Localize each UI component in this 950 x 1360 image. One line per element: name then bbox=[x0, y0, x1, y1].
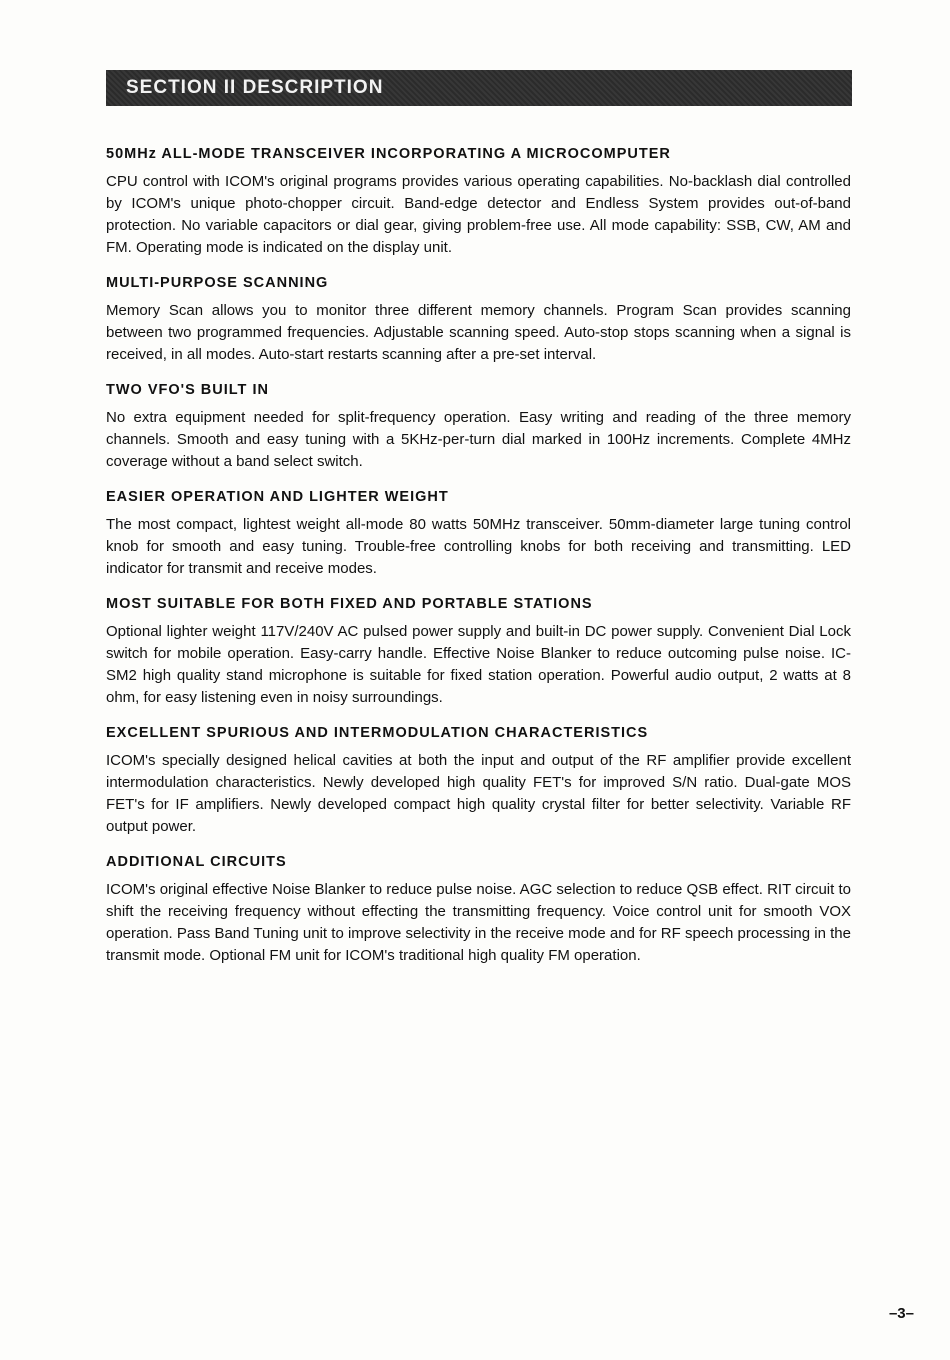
description-content bbox=[106, 144, 851, 981]
feature-body: CPU control with ICOM's original programs provides various operating capabilities. No-backlash dial controlled by ICOM's unique photo-chopper circuit. Band-edge detector and Endless System provides out-of-band protection. No variable capacitors or dial gear, giving problem-free use. All mode capability: SSB, CW, AM and FM. Operating mode is indicated on the display unit. bbox=[106, 173, 851, 256]
feature-heading: 50MHz ALL-MODE TRANSCEIVER INCORPORATING A MICROCOMPUTER bbox=[106, 146, 671, 162]
feature-heading: MULTI-PURPOSE SCANNING bbox=[106, 275, 329, 291]
feature-heading: TWO VFO'S BUILT IN bbox=[106, 382, 269, 398]
feature-body: The most compact, lightest weight all-mode 80 watts 50MHz transceiver. 50mm-diameter large tuning control knob for smooth and easy tuning. Trouble-free controlling knobs for both receiving and transmitting. LED indicator for transmit and receive modes. bbox=[106, 516, 851, 577]
feature-easier-operation bbox=[106, 487, 851, 580]
feature-heading: EASIER OPERATION AND LIGHTER WEIGHT bbox=[106, 489, 449, 505]
feature-spurious-characteristics bbox=[106, 723, 851, 838]
feature-fixed-portable bbox=[106, 594, 851, 709]
feature-heading: EXCELLENT SPURIOUS AND INTERMODULATION CHARACTERISTICS bbox=[106, 725, 649, 741]
feature-heading: MOST SUITABLE FOR BOTH FIXED AND PORTABLE STATIONS bbox=[106, 596, 593, 612]
section-title-banner: SECTION II DESCRIPTION bbox=[106, 70, 852, 106]
page-number: –3– bbox=[888, 1305, 914, 1322]
feature-scanning bbox=[106, 273, 851, 366]
feature-heading: ADDITIONAL CIRCUITS bbox=[106, 854, 287, 870]
feature-additional-circuits bbox=[106, 852, 851, 967]
feature-body: Optional lighter weight 117V/240V AC pulsed power supply and built-in DC power supply. Convenient Dial Lock switch for mobile operation. Easy-carry handle. Effective Noise Blanker to reduce outcoming pulse noise. IC-SM2 high quality stand microphone is suitable for fixed station operation. Powerful audio output, 2 watts at 8 ohm, for easy listening even in noisy surroundings. bbox=[106, 623, 851, 706]
feature-body: No extra equipment needed for split-frequency operation. Easy writing and reading of the three memory channels. Smooth and easy tuning with a 5KHz-per-turn dial marked in 100Hz increments. Complete 4MHz coverage without a band select switch. bbox=[106, 409, 851, 470]
feature-microcomputer bbox=[106, 144, 851, 259]
feature-body: ICOM's original effective Noise Blanker to reduce pulse noise. AGC selection to reduce QSB effect. RIT circuit to shift the receiving frequency without effecting the transmitting frequency. Voice control unit for smooth VOX operation. Pass Band Tuning unit to improve selectivity in the receive mode and for RF speech processing in the transmit mode. Optional FM unit for ICOM's traditional high quality FM operation. bbox=[106, 881, 851, 964]
feature-body: ICOM's specially designed helical cavities at both the input and output of the RF amplifier provide excellent intermodulation characteristics. Newly developed high quality FET's for improved S/N ratio. Dual-gate MOS FET's for IF amplifiers. Newly developed compact high quality crystal filter for better selectivity. Variable RF output power. bbox=[106, 752, 851, 835]
feature-body: Memory Scan allows you to monitor three different memory channels. Program Scan provides scanning between two programmed frequencies. Adjustable scanning speed. Auto-stop stops scanning when a signal is received, in all modes. Auto-start restarts scanning after a pre-set interval. bbox=[106, 302, 851, 363]
feature-two-vfos bbox=[106, 380, 851, 473]
